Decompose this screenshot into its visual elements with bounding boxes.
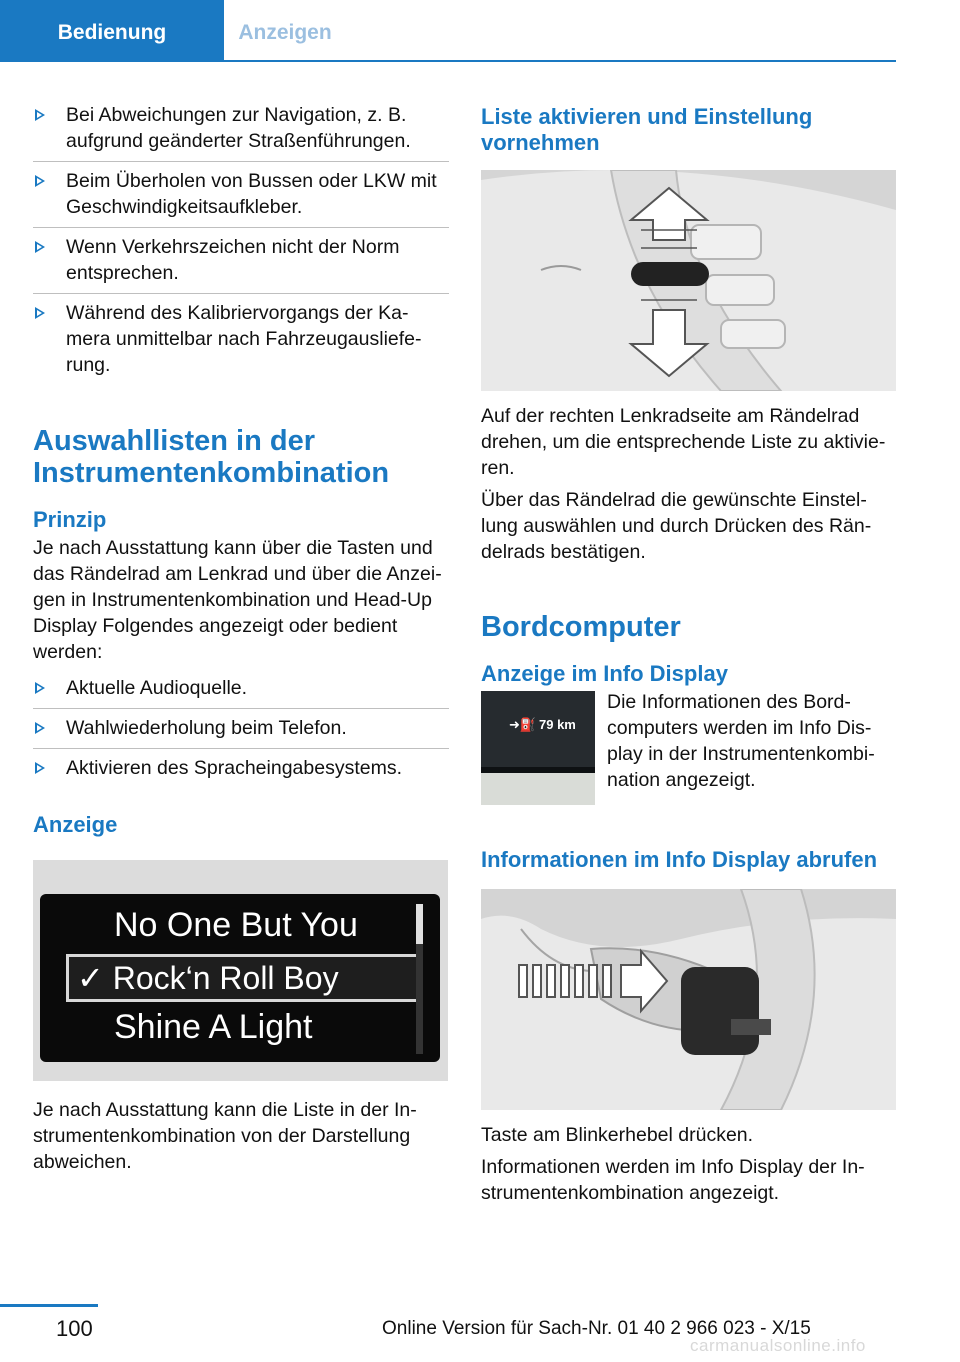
subsection-title-prinzip: Prinzip xyxy=(33,507,107,532)
press-arrow-icon xyxy=(519,965,611,997)
tab-anzeigen[interactable]: Anzeigen xyxy=(238,21,332,44)
triangle-bullet-icon xyxy=(35,241,45,253)
left-column xyxy=(33,100,449,1175)
display-list-figure xyxy=(33,860,448,1081)
bullet-list-prinzip xyxy=(33,669,449,788)
indicator-stalk-figure xyxy=(481,889,896,1110)
bullet-list-top xyxy=(33,96,449,385)
header-divider xyxy=(224,60,896,62)
footer-version: Online Version für Sach-Nr. 01 40 2 966 023 - X/15 xyxy=(382,1318,811,1339)
page-number: 100 xyxy=(56,1316,93,1341)
display-list-item-selected: ✓ Rock‘n Roll Boy xyxy=(66,954,420,1002)
watermark: carmanualsonline.info xyxy=(690,1336,866,1355)
subsection-title-liste: Liste aktivieren und Einstellung vornehmen xyxy=(481,104,813,155)
abrufen-text-1: Taste am Blinkerhebel drücken. xyxy=(481,1124,754,1146)
liste-text-2: Über das Rändelrad die gewünschte Einstel-lung auswählen und durch Drücken des Rän-delrads bestätigen. xyxy=(481,489,872,563)
list-item: Während des Kalibriervorgangs der Ka-mera unmittelbar nach Fahrzeugausliefe-rung. xyxy=(33,294,449,385)
list-item: Wahlwiederholung beim Telefon. xyxy=(33,709,449,749)
triangle-bullet-icon xyxy=(35,722,45,734)
abrufen-text-2: Informationen werden im Info Display der In-strumentenkombination angezeigt. xyxy=(481,1156,865,1204)
liste-text-1: Auf der rechten Lenkradseite am Rändelrad drehen, um die entsprechende Liste zu aktivie-ren. xyxy=(481,405,886,479)
display-screen xyxy=(40,894,440,1062)
indicator-stalk-illustration xyxy=(481,889,896,1110)
list-item: Beim Überholen von Bussen oder LKW mit Geschwindigkeitsaufkleber. xyxy=(33,162,449,228)
list-item: Bei Abweichungen zur Navigation, z. B. aufgrund geänderter Straßenführungen. xyxy=(33,96,449,162)
display-list-item: No One But You xyxy=(114,906,358,944)
info-display-text: Die Informationen des Bord-computers werden im Info Dis-play in der Instrumentenkombi-nation angezeigt. xyxy=(607,691,875,791)
subsection-title-anzeige: Anzeige xyxy=(33,812,118,837)
anzeige-text: Je nach Ausstattung kann die Liste in der In-strumentenkombination von der Darstellung abweichen. xyxy=(33,1099,417,1173)
steering-wheel-illustration xyxy=(481,170,896,391)
fuel-pump-icon: ➜⛽ xyxy=(509,717,537,732)
section-title: Auswahllisten in der Instrumentenkombination xyxy=(33,425,390,489)
right-column xyxy=(481,100,895,1206)
triangle-bullet-icon xyxy=(35,682,45,694)
section-title-bordcomputer: Bordcomputer xyxy=(481,611,681,643)
subsection-title-abrufen: Informationen im Info Display abrufen xyxy=(481,847,878,872)
steering-wheel-figure xyxy=(481,170,896,391)
footer-divider xyxy=(0,1304,98,1307)
header-tabs xyxy=(0,0,346,62)
triangle-bullet-icon xyxy=(35,307,45,319)
triangle-bullet-icon xyxy=(35,175,45,187)
info-display-block xyxy=(481,689,895,807)
triangle-bullet-icon xyxy=(35,762,45,774)
display-scrollbar xyxy=(416,904,423,1054)
info-display-figure xyxy=(481,691,595,805)
list-item: Wenn Verkehrszeichen nicht der Norm entsprechen. xyxy=(33,228,449,294)
triangle-bullet-icon xyxy=(35,109,45,121)
tab-bedienung[interactable]: Bedienung xyxy=(0,0,224,62)
subsection-title-info-display: Anzeige im Info Display xyxy=(481,661,728,686)
range-readout: 79 km xyxy=(539,717,576,732)
prinzip-text: Je nach Ausstattung kann über die Tasten und das Rändelrad am Lenkrad und über die Anzei-gen in Instrumentenkombination und Head-Up Display Folgendes angezeigt oder bedient werden: xyxy=(33,537,442,663)
list-item: Aktivieren des Spracheingabesystems. xyxy=(33,749,449,788)
display-list-item: Shine A Light xyxy=(114,1008,313,1046)
list-item: Aktuelle Audioquelle. xyxy=(33,669,449,709)
